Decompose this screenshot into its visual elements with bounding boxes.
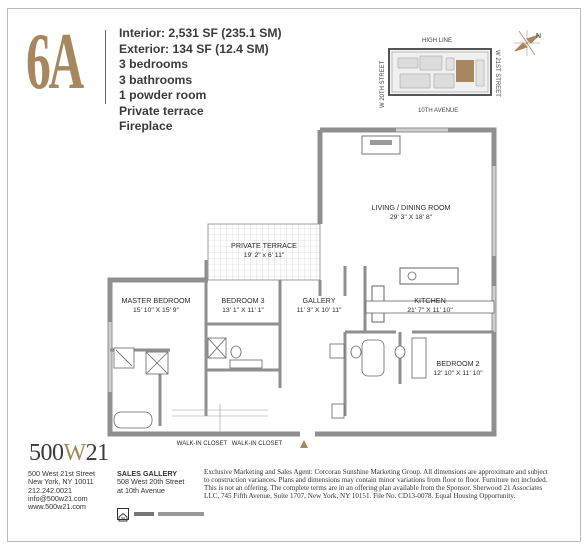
keyplan-building — [388, 48, 492, 96]
living-room-name: LIVING / DINING ROOM — [371, 203, 451, 212]
sales-gallery-line2: at 10th Avenue — [117, 485, 165, 495]
living-room-dims: 29' 3" X 18' 8" — [389, 214, 433, 221]
kitchen-dims: 21' 7" X 11' 10" — [407, 307, 453, 314]
brand-logo: 500W21 — [29, 440, 109, 466]
divider — [105, 30, 106, 104]
spec-interior: Interior: 2,531 SF (235.1 SM) — [119, 26, 282, 40]
unit-specs — [119, 26, 282, 135]
walk-in-closet-2: WALK-IN CLOSET — [231, 441, 283, 447]
gallery-name: GALLERY — [302, 296, 336, 305]
master-bedroom-dims: 15' 10" X 15' 9" — [133, 307, 179, 314]
kitchen-name: KITCHEN — [414, 296, 446, 305]
bedroom3-name: BEDROOM 3 — [221, 296, 265, 305]
bedroom2-dims: 12' 10" X 11' 10" — [433, 370, 483, 377]
keyplan-right-label: W 21ST STREET — [494, 50, 500, 97]
closet-shelving — [172, 404, 268, 432]
sales-gallery-block — [117, 470, 184, 495]
equal-housing-icon — [117, 508, 129, 520]
bedroom3-dims: 13' 1" X 11' 1" — [222, 307, 264, 314]
keyplan-top-label: HIGH LINE — [422, 38, 453, 44]
contact-address-2: New York, NY 10011 — [28, 477, 94, 487]
walk-in-closet-1: WALK-IN CLOSET — [176, 441, 228, 447]
spec-bedrooms: 3 bedrooms — [119, 57, 189, 71]
contact-block — [28, 470, 95, 511]
gallery-dims: 11' 3" X 10' 11" — [296, 307, 342, 314]
contact-address-1: 500 West 21st Street — [28, 469, 95, 478]
keyplan-left-label: W 20TH STREET — [380, 60, 386, 108]
entry-arrow-icon — [300, 440, 308, 448]
sales-gallery-line1: 508 West 20th Street — [117, 477, 185, 487]
spec-terrace: Private terrace — [119, 103, 204, 118]
compass-label: N — [536, 33, 542, 40]
contact-phone[interactable]: 212.242.0021 — [28, 485, 72, 495]
interior-walls — [110, 260, 494, 426]
keyplan-drawing-icon — [390, 50, 490, 94]
keyplan-bottom-label: 10TH AVENUE — [418, 108, 459, 114]
contact-website[interactable]: www.500w21.com — [28, 502, 86, 512]
bedroom2-name: BEDROOM 2 — [436, 359, 480, 368]
master-bedroom-name: MASTER BEDROOM — [121, 296, 191, 305]
terrace-dims: 19' 2" x 6' 11" — [243, 252, 285, 259]
spec-fireplace: Fireplace — [119, 119, 173, 133]
sales-gallery-title: SALES GALLERY — [117, 469, 178, 478]
spec-exterior: Exterior: 134 SF (12.4 SM) — [119, 41, 269, 56]
key-plan — [368, 36, 510, 120]
contact-email[interactable]: info@500w21.com — [28, 493, 88, 503]
floor-plan — [100, 126, 500, 450]
spec-powder-room: 1 powder room — [119, 88, 207, 102]
fireplace — [362, 136, 400, 154]
legal-disclaimer: Exclusive Marketing and Sales Agent: Corcoran Sunshine Marketing Group. All dimensions are approximate and subject to construction variances. Plans and dimensions may contain minor variations from floor to floor. Furniture not included. This is not an offering. The complete terms are in an offering plan available from the Sponsor. Sherwood 21 Associates LLC, 745 Fifth Avenue, Suite 1707, New York, NY 10151. File No. CD13-0078. Equal Housing Opportunity. — [204, 468, 548, 501]
terrace-name: PRIVATE TERRACE — [231, 241, 297, 250]
unit-number: 6A — [26, 18, 82, 106]
compass-icon — [512, 28, 542, 58]
sponsor-logo-icon — [134, 509, 206, 519]
spec-bathrooms: 3 bathrooms — [119, 72, 193, 87]
